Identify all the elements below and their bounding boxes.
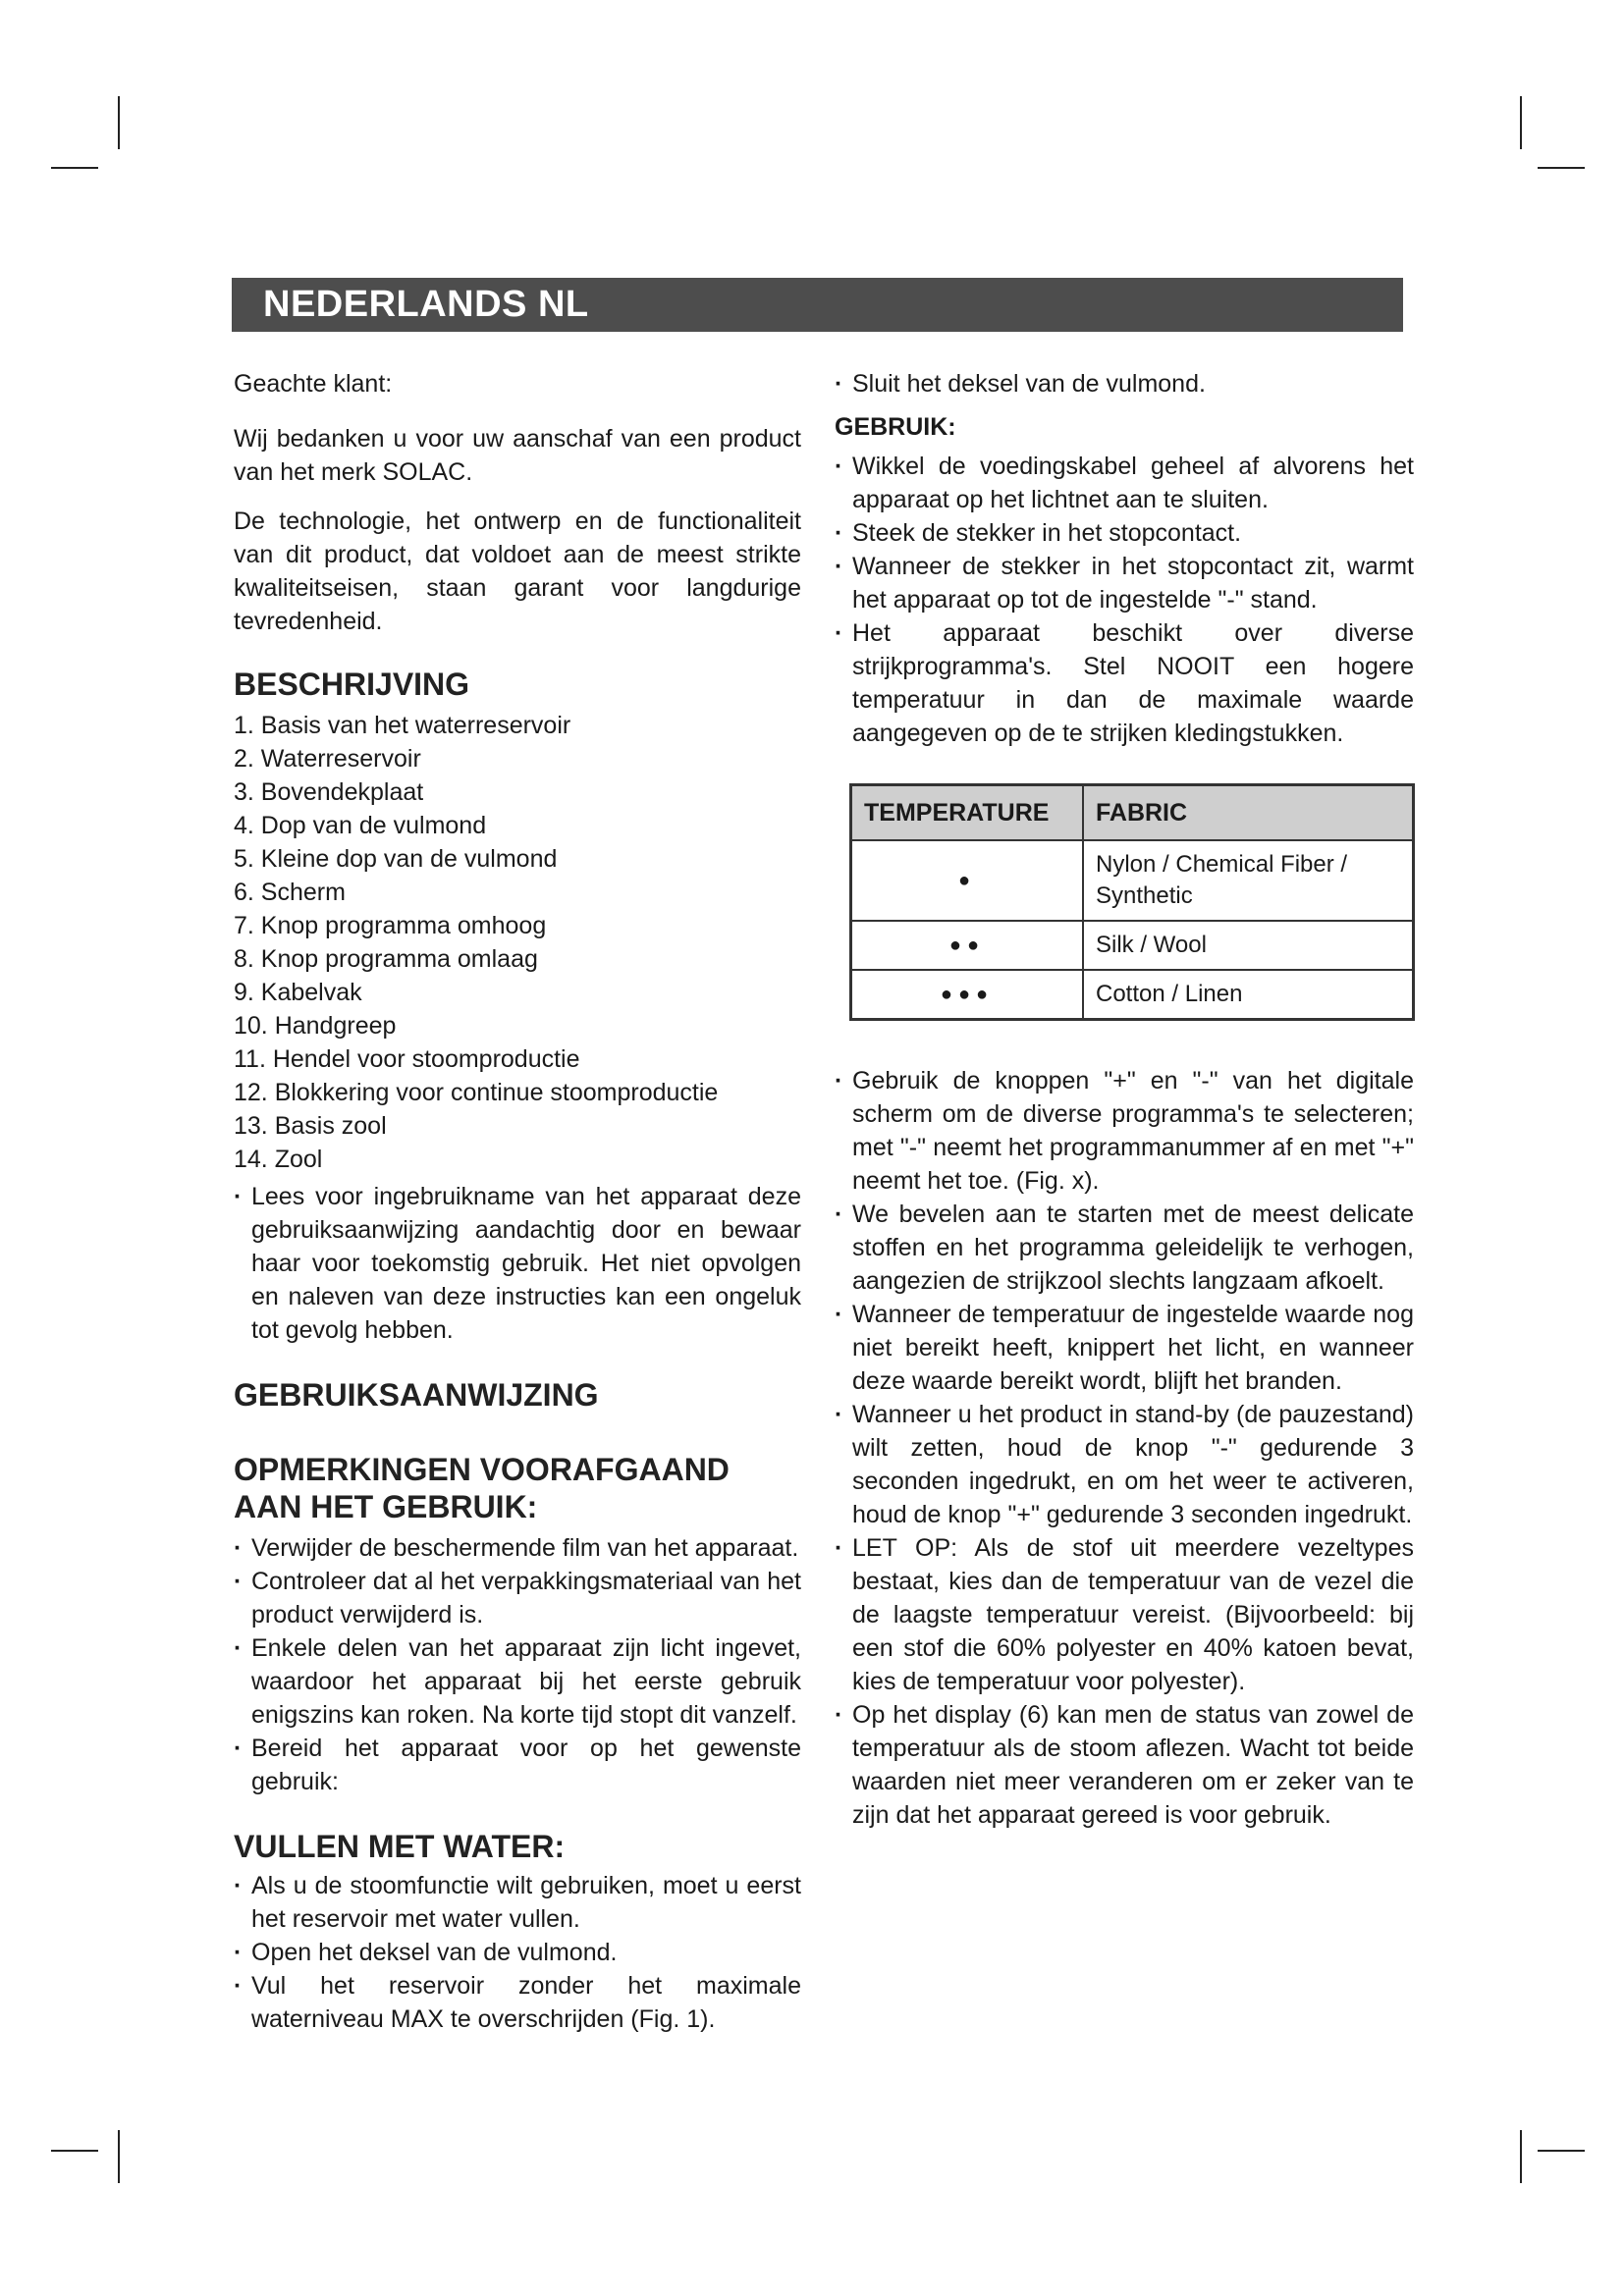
- list-item: · Wanneer de stekker in het stopcontact zit, warmt het apparaat op tot de ingestelde "-" stand.: [835, 550, 1414, 616]
- list-item: 10. Handgreep: [234, 1012, 397, 1040]
- read-note-list: [234, 1180, 801, 1347]
- greeting: Geachte klant:: [234, 370, 393, 398]
- list-item: 2. Waterreservoir: [234, 745, 421, 773]
- table-header-fabric: FABRIC: [1083, 785, 1414, 841]
- table-header-row: [851, 785, 1414, 841]
- list-item: · We bevelen aan te starten met de meest delicate stoffen en het programma geleidelijk te verhogen, aangezien de strijkzool slechts langzaam afkoelt.: [835, 1198, 1414, 1298]
- list-item: · Als u de stoomfunctie wilt gebruiken, moet u eerst het reservoir met water vullen.: [234, 1869, 801, 1936]
- temperature-table: [849, 783, 1415, 1021]
- table-row: [851, 840, 1414, 921]
- list-item: 4. Dop van de vulmond: [234, 812, 487, 839]
- list-item: · Enkele delen van het apparaat zijn licht ingevet, waardoor het apparaat bij het eerste gebruik enigszins kan roken. Na korte tijd stopt dit vanzelf.: [234, 1631, 801, 1732]
- sluit-list: [835, 367, 1414, 400]
- gebruik-heading: GEBRUIK:: [835, 413, 956, 441]
- table-row: [851, 921, 1414, 970]
- opmerkingen-list: [234, 1531, 801, 1798]
- list-item: · Wanneer de temperatuur de ingestelde waarde nog niet bereikt heeft, knippert het licht, en wanneer deze waarde bereikt wordt, blijft het branden.: [835, 1298, 1414, 1398]
- parts-list: [234, 709, 801, 1176]
- crop-mark: [118, 2130, 120, 2183]
- right-column: [835, 367, 1414, 1832]
- table-row: [851, 970, 1414, 1020]
- crop-mark: [118, 96, 120, 149]
- list-item: · Wanneer u het product in stand-by (de pauzestand) wilt zetten, houd de knop "-" gedurende 3 seconden ingedrukt, en om het weer te activeren, houd de knop "+" gedurende 3 seconden ingedrukt.: [835, 1398, 1414, 1531]
- list-item: 8. Knop programma omlaag: [234, 945, 538, 973]
- vullen-list: [234, 1869, 801, 2036]
- list-item: · Op het display (6) kan men de status van zowel de temperatuur als de stoom aflezen. Wacht tot beide waarden niet meer veranderen om er zeker van te zijn dat het apparaat gereed is voor gebruik.: [835, 1698, 1414, 1832]
- list-item: · Bereid het apparaat voor op het gewenste gebruik:: [234, 1732, 801, 1798]
- temperature-dots-cell: ●●: [851, 921, 1084, 970]
- gebruik-list: [835, 450, 1414, 750]
- list-item: · Sluit het deksel van de vulmond.: [835, 367, 1414, 400]
- list-item: 11. Hendel voor stoomproductie: [234, 1045, 580, 1073]
- list-item: 6. Scherm: [234, 879, 346, 906]
- left-column: [234, 367, 801, 2036]
- list-item: · Controleer dat al het verpakkingsmateriaal van het product verwijderd is.: [234, 1565, 801, 1631]
- list-item: · Lees voor ingebruikname van het apparaat deze gebruiksaanwijzing aandachtig door en bewaar haar voor toekomstig gebruik. Het niet opvolgen en naleven van deze instructies kan een ongeluk tot gevolg hebben.: [234, 1180, 801, 1347]
- language-banner: NEDERLANDS NL: [232, 278, 1403, 332]
- crop-mark: [1538, 167, 1585, 169]
- list-item: 9. Kabelvak: [234, 979, 362, 1006]
- list-item: 13. Basis zool: [234, 1112, 387, 1140]
- list-item: 12. Blokkering voor continue stoomproductie: [234, 1079, 719, 1106]
- list-item: · Het apparaat beschikt over diverse strijkprogramma's. Stel NOOIT een hogere temperatuur in dan de maximale waarde aangegeven op de te strijken kledingstukken.: [835, 616, 1414, 750]
- gebruiksaanwijzing-heading: GEBRUIKSAANWIJZING: [234, 1377, 599, 1413]
- list-item: 7. Knop programma omhoog: [234, 912, 547, 939]
- list-item: 14. Zool: [234, 1146, 323, 1173]
- vullen-heading: VULLEN MET WATER:: [234, 1829, 566, 1864]
- crop-mark: [1520, 2130, 1522, 2183]
- fabric-cell: Cotton / Linen: [1083, 970, 1414, 1020]
- list-item: 5. Kleine dop van de vulmond: [234, 845, 558, 873]
- list-item: · Steek de stekker in het stopcontact.: [835, 516, 1414, 550]
- temperature-dots-cell: ●: [851, 840, 1084, 921]
- instructions-list: [835, 1064, 1414, 1832]
- list-item: · Gebruik de knoppen "+" en "-" van het digitale scherm om de diverse programma's te selecteren; met "-" neemt het programmanummer af en met "+" neemt het toe. (Fig. x).: [835, 1064, 1414, 1198]
- intro-paragraph: Wij bedanken u voor uw aanschaf van een product van het merk SOLAC.: [234, 425, 801, 486]
- list-item: 1. Basis van het waterreservoir: [234, 712, 571, 739]
- crop-mark: [51, 2150, 98, 2152]
- crop-mark: [1520, 96, 1522, 149]
- intro-paragraph: De technologie, het ontwerp en de functionaliteit van dit product, dat voldoet aan de meest strikte kwaliteitseisen, staan garant voor langdurige tevredenheid.: [234, 507, 801, 635]
- fabric-cell: Nylon / Chemical Fiber / Synthetic: [1083, 840, 1414, 921]
- list-item: · Verwijder de beschermende film van het apparaat.: [234, 1531, 801, 1565]
- table-header-temperature: TEMPERATURE: [851, 785, 1084, 841]
- crop-mark: [1538, 2150, 1585, 2152]
- opmerkingen-heading: OPMERKINGEN VOORAFGAAND AAN HET GEBRUIK:: [234, 1452, 730, 1524]
- beschrijving-heading: BESCHRIJVING: [234, 667, 470, 702]
- crop-mark: [51, 167, 98, 169]
- list-item: · Wikkel de voedingskabel geheel af alvorens het apparaat op het lichtnet aan te sluiten.: [835, 450, 1414, 516]
- list-item: · LET OP: Als de stof uit meerdere vezeltypes bestaat, kies dan de temperatuur van de vezel die de laagste temperatuur vereist. (Bijvoorbeeld: bij een stof die 60% polyester en 40% katoen bevat, kies de temperatuur voor polyester).: [835, 1531, 1414, 1698]
- list-item: · Vul het reservoir zonder het maximale waterniveau MAX te overschrijden (Fig. 1).: [234, 1969, 801, 2036]
- list-item: 3. Bovendekplaat: [234, 778, 424, 806]
- temperature-dots-cell: ●●●: [851, 970, 1084, 1020]
- fabric-cell: Silk / Wool: [1083, 921, 1414, 970]
- list-item: · Open het deksel van de vulmond.: [234, 1936, 801, 1969]
